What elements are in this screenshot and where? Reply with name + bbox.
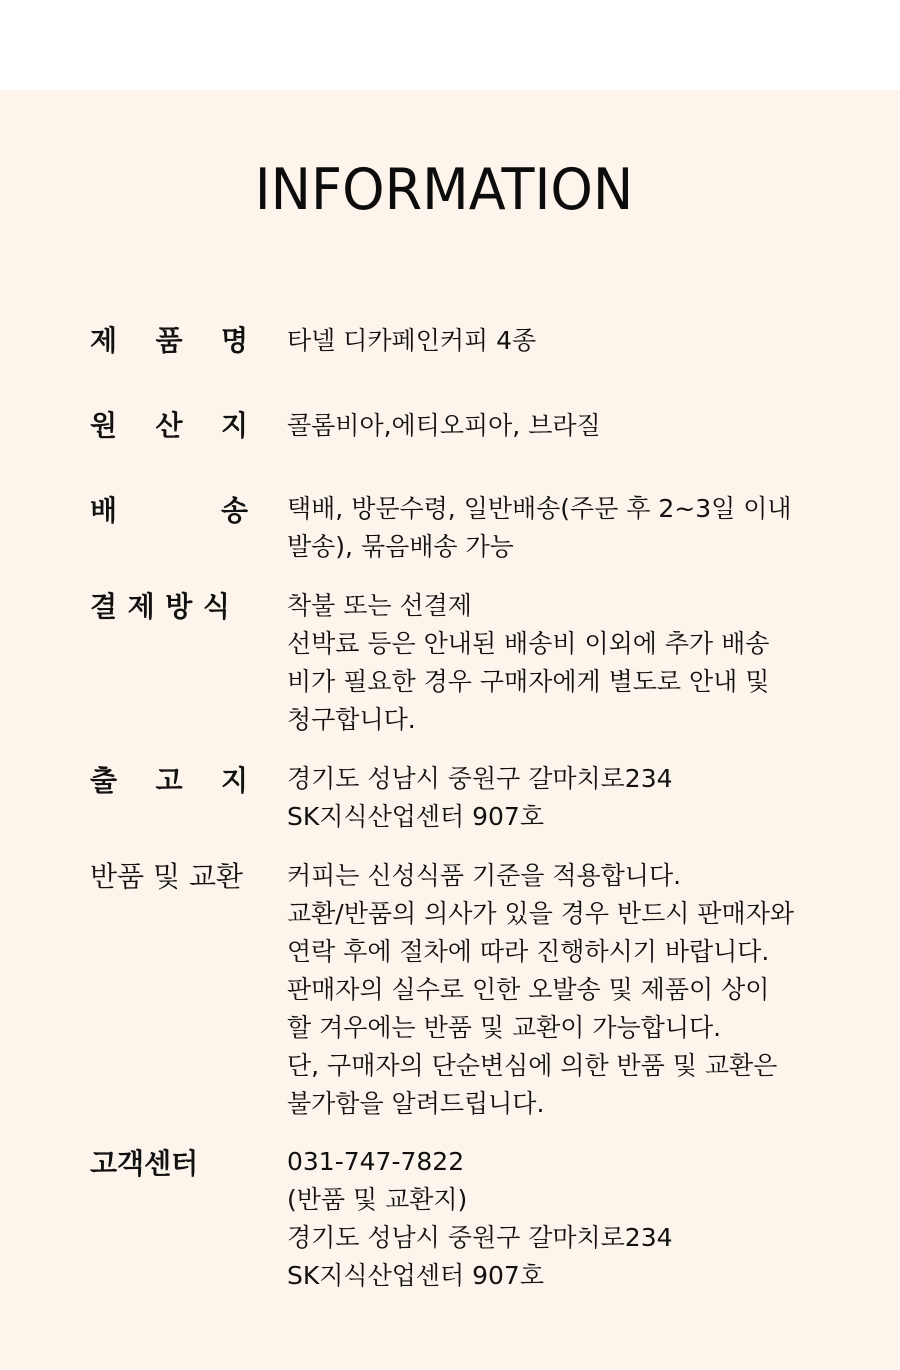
value-return-exchange: 커피는 신성식품 기준을 적용합니다. 교환/반품의 의사가 있을 경우 반드시 판매자와 연락 후에 절차에 따라 진행하시기 바랍니다. 판매자의 실수로 인한 오발송 및 제품이 상이 할 겨우에는 반품 및 교환이 가능합니다. 단, 구매자의 단순변심에 의한 반품 및 교환은 불가함을 알려드립니다.: [287, 861, 795, 1118]
value-dispatch: 경기도 성남시 중원구 갈마치로234 SK지식산업센터 907호: [287, 764, 673, 831]
label-origin: 원 산 지: [90, 409, 248, 442]
value-origin: 콜롬비아,에티오피아, 브라질: [287, 411, 601, 440]
value-product-name: 타넬 디카페인커피 4종: [287, 326, 537, 355]
label-product-name: 제 품 명: [90, 324, 248, 357]
value-shipping: 택배, 방문수령, 일반배송(주문 후 2~3일 이내 발송), 묶음배송 가능: [287, 494, 792, 561]
page-title: INFORMATION: [254, 156, 634, 223]
label-payment: 결 제 방 식: [90, 590, 230, 623]
label-shipping: 배 송: [90, 494, 248, 527]
label-return-exchange: 반품 및 교환: [90, 860, 244, 893]
value-customer-center: 031-747-7822 (반품 및 교환지) 경기도 성남시 중원구 갈마치로234 SK지식산업센터 907호: [287, 1143, 847, 1295]
phone-number: 031-747-7822: [287, 1147, 465, 1176]
value-payment: 착불 또는 선결제 선박료 등은 안내된 배송비 이외에 추가 배송 비가 필요한 경우 구매자에게 별도로 안내 및 청구합니다.: [287, 591, 770, 734]
label-dispatch: 출 고 지: [90, 764, 248, 797]
label-customer-center: 고객센터: [90, 1147, 199, 1180]
